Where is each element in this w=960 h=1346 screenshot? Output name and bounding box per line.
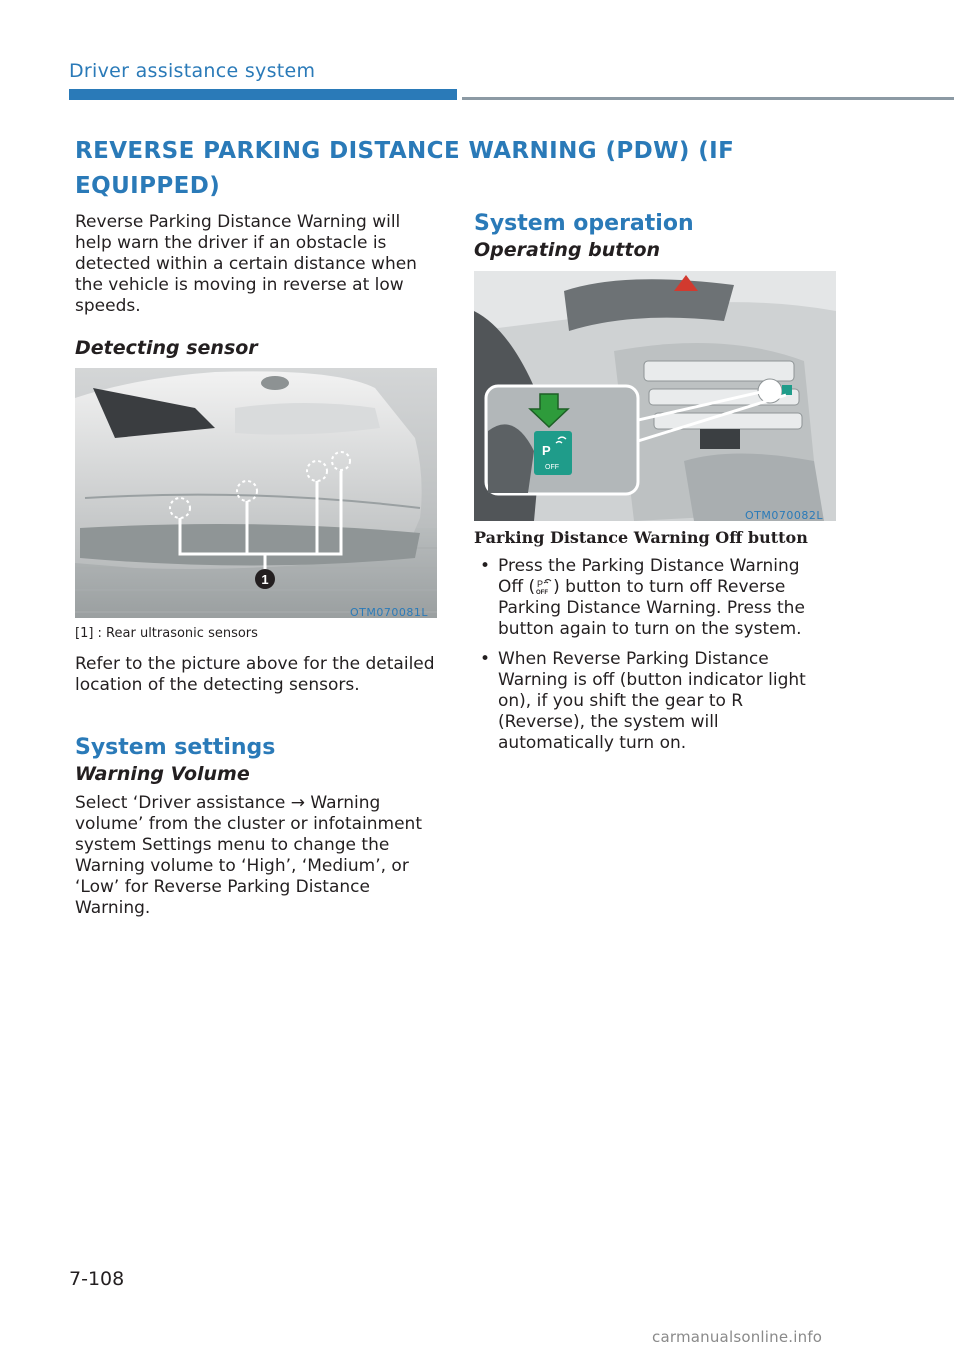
figure-caption: [1] : Rear ultrasonic sensors — [75, 626, 258, 641]
page-title: REVERSE PARKING DISTANCE WARNING (PDW) (IF EQUIPPED) — [75, 138, 735, 199]
system-operation-heading: System operation — [474, 211, 694, 236]
warning-volume-paragraph: Select ‘Driver assistance → Warning volume’ from the cluster or infotainment system Settings menu to change the Warning volume to ‘High’, ‘Medium’, or ‘Low’ for Reverse Parking Distance Warning. — [75, 793, 422, 918]
button-glyph-p: P — [542, 443, 551, 458]
bullet1-text-a: Press the Parking Distance Warning Off ( — [498, 556, 800, 597]
detecting-sensor-heading: Detecting sensor — [75, 337, 258, 359]
figure-code: OTM070082L — [745, 509, 823, 522]
dashboard-illustration — [474, 271, 836, 521]
page-number: 7-108 — [69, 1268, 125, 1290]
header-rule-accent — [69, 89, 457, 100]
button-off-label: OFF — [545, 464, 559, 471]
intro-paragraph: Reverse Parking Distance Warning will help warn the driver if an obstacle is detected within a certain distance when the vehicle is moving in reverse at low speeds. — [75, 212, 417, 316]
warning-volume-heading: Warning Volume — [75, 763, 250, 785]
figure-code: OTM070081L — [350, 606, 428, 619]
operating-button-figure — [474, 271, 836, 521]
pdw-off-icon — [535, 578, 553, 595]
callout-number: 1 — [261, 572, 269, 587]
operating-button-heading: Operating button — [474, 239, 661, 261]
svg-text:P: P — [537, 579, 544, 589]
system-settings-heading: System settings — [75, 735, 276, 760]
refer-paragraph: Refer to the picture above for the detailed location of the detecting sensors. — [75, 654, 435, 695]
instruction-list — [474, 556, 820, 763]
list-item — [474, 556, 820, 640]
svg-text:OFF: OFF — [536, 590, 549, 595]
list-item: • When Reverse Parking Distance Warning is off (button indicator light on), if you shift the gear to R (Reverse), the system will automatically turn on. — [474, 649, 820, 754]
header-rule — [462, 97, 954, 100]
off-button-heading: Parking Distance Warning Off button — [474, 528, 808, 547]
bullet1-text-b: ) button to turn off Reverse Parking Distance Warning. Press the button again to turn on the system. — [498, 577, 805, 639]
rear-bumper-illustration — [75, 368, 437, 618]
rear-sensor-figure — [75, 368, 437, 618]
watermark: carmanualsonline.info — [652, 1328, 823, 1346]
section-title: Driver assistance system — [69, 60, 316, 82]
